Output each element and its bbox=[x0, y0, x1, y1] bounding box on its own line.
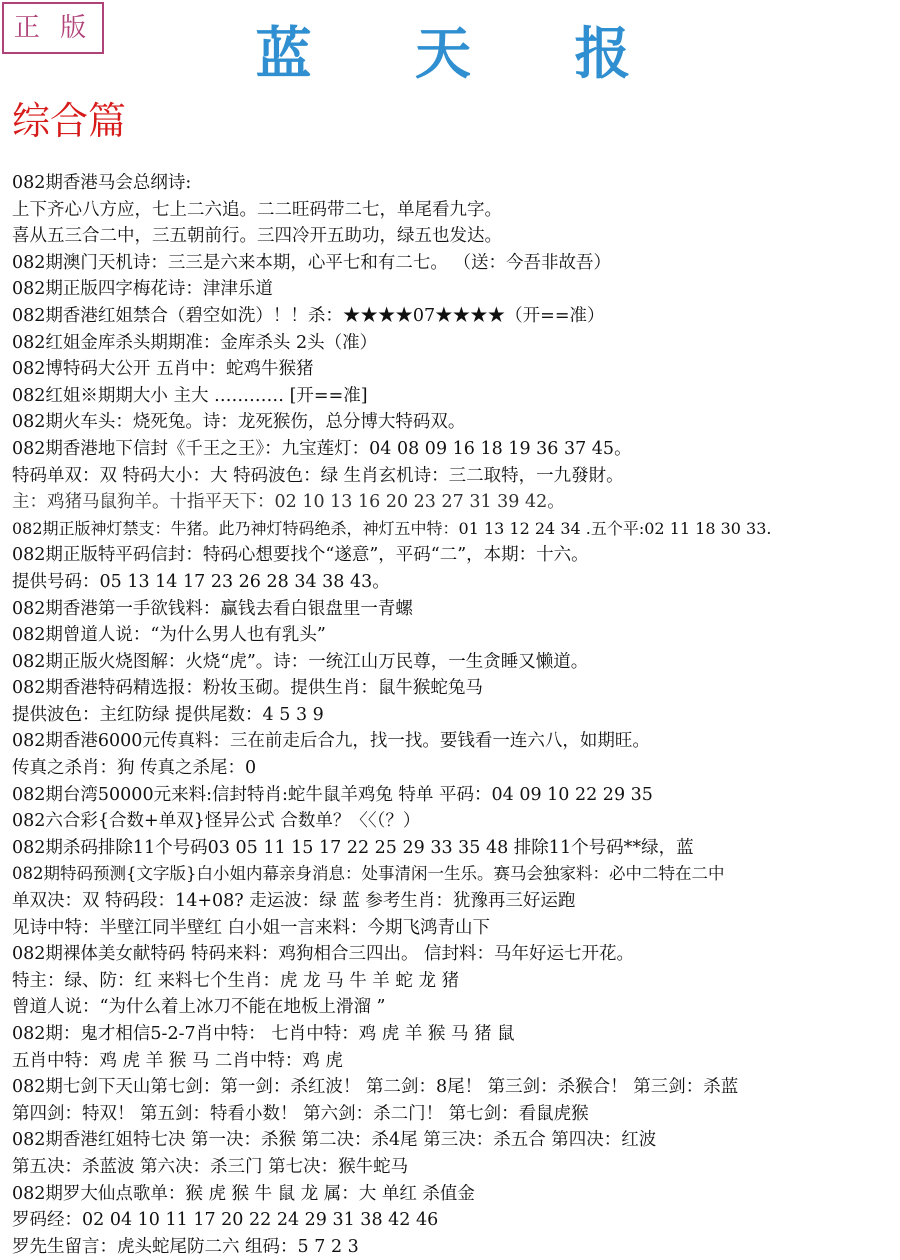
text-line: 082期香港地下信封《千王之王》：九宝莲灯：04 08 09 16 18 19 36 37 45。 bbox=[12, 438, 632, 459]
text-line: 见诗中特：半壁江同半壁红 白小姐一言来料：今期飞鸿青山下 bbox=[12, 917, 491, 938]
text-line: 082六合彩{合数+单双}怪异公式 合数单？〈〈（？） bbox=[12, 811, 421, 832]
content-lines bbox=[12, 170, 900, 1260]
text-line: 提供号码：05 13 14 17 23 26 28 34 38 43。 bbox=[12, 571, 390, 592]
text-line: 082期正版特平码信封：特码心想要找个“遂意”，平码“二”，本期：十六。 bbox=[12, 545, 589, 566]
text-line: 082期香港红姐特七决 第一决：杀猴 第二决：杀4尾 第三决：杀五合 第四决：红波 bbox=[12, 1130, 657, 1151]
text-line: 082期澳门天机诗：三三是六来本期，心平七和有二七。 （送：今吾非故吾） bbox=[12, 252, 611, 273]
text-line: 082期：鬼才相信5-2-7肖中特： 七肖中特：鸡 虎 羊 猴 马 猪 鼠 bbox=[12, 1024, 515, 1044]
text-line: 082期裸体美女献特码 特码来料：鸡狗相合三四出。 信封料：马年好运七开花。 bbox=[12, 944, 635, 965]
text-line: 082期香港特码精选报：粉妆玉砌。提供生肖：鼠牛猴蛇兔马 bbox=[12, 678, 483, 699]
text-line: 上下齐心八方应，七上二六追。二二旺码带二七，单尾看九字。 bbox=[12, 199, 502, 220]
text-line: 082期香港第一手欲钱料：赢钱去看白银盘里一青螺 bbox=[12, 598, 413, 619]
text-line: 喜从五三合二中，三五朝前行。三四冷开五助功，绿五也发达。 bbox=[12, 226, 502, 247]
text-line: 082博特码大公开 五肖中：蛇鸡牛猴猪 bbox=[12, 359, 314, 380]
text-line: 特主：绿、防：红 来料七个生肖：虎 龙 马 牛 羊 蛇 龙 猪 bbox=[12, 970, 460, 991]
page-title: 蓝 天 报 bbox=[255, 21, 673, 87]
text-line: 082期正版神灯禁支：牛猪。此乃神灯特码绝杀，神灯五中特：01 13 12 24 34 .五个平:02 11 18 30 33. bbox=[12, 518, 772, 538]
text-line: 五肖中特：鸡 虎 羊 猴 马 二肖中特：鸡 虎 bbox=[12, 1050, 343, 1071]
text-line: 082期正版四字梅花诗：津津乐道 bbox=[12, 279, 273, 300]
text-line: 082期罗大仙点歌单：猴 虎 猴 牛 鼠 龙 属：大 单红 杀值金 bbox=[12, 1183, 475, 1204]
text-line: 第五决：杀蓝波 第六决：杀三门 第七决：猴牛蛇马 bbox=[12, 1156, 409, 1177]
text-line: 082期特码预测{文字版}白小姐内幕亲身消息：处事清闲一生乐。赛马会独家料：必中二特在二中 bbox=[12, 864, 725, 884]
text-line: 罗先生留言：虎头蛇尾防二六 组码：5 7 2 3 bbox=[12, 1236, 359, 1257]
text-line: 082期正版火烧图解：火烧“虎”。诗：一统江山万民尊，一生贪睡又懒道。 bbox=[12, 651, 589, 672]
text-line: 082期火车头：烧死兔。诗：龙死猴伤，总分博大特码双。 bbox=[12, 412, 466, 433]
text-line: 082期杀码排除11个号码03 05 11 15 17 22 25 29 33 35 48 排除11个号码**绿，蓝 bbox=[12, 837, 694, 858]
text-line: 082红姐金库杀头期期准：金库杀头 2头（准） bbox=[12, 332, 378, 353]
text-line: 第四剑：特双！ 第五剑：特看小数！ 第六剑：杀二门！ 第七剑：看鼠虎猴 bbox=[12, 1103, 589, 1124]
text-line: 082期台湾50000元来料:信封特肖:蛇牛鼠羊鸡兔 特单 平码：04 09 10 22 29 35 bbox=[12, 784, 653, 805]
text-line: 提供波色：主红防绿 提供尾数：4 5 3 9 bbox=[12, 704, 324, 725]
text-line: 082期曾道人说：“为什么男人也有乳头” bbox=[12, 625, 326, 646]
text-line: 082期七剑下天山第七剑：第一剑：杀红波！ 第二剑：8尾！ 第三剑：杀猴合！ 第三剑：杀蓝 bbox=[12, 1077, 739, 1098]
edition-badge: 正 版 bbox=[2, 2, 104, 54]
text-line: 082期香港红姐禁合（碧空如洗）！！杀：★★★★07★★★★（开==准） bbox=[12, 305, 605, 326]
text-line: 传真之杀肖：狗 传真之杀尾：0 bbox=[12, 758, 257, 779]
text-line: 特码单双：双 特码大小：大 特码波色：绿 生肖玄机诗：三二取特，一九發財。 bbox=[12, 465, 624, 486]
text-line: 082期香港马会总纲诗: bbox=[12, 173, 192, 193]
text-line: 罗码经：02 04 10 11 17 20 22 24 29 31 38 42 46 bbox=[12, 1210, 439, 1231]
section-heading: 综合篇 bbox=[12, 99, 127, 143]
text-line: 主：鸡猪马鼠狗羊。十指平天下：02 10 13 16 20 23 27 31 39 42。 bbox=[12, 492, 565, 513]
text-line: 082红姐※期期大小 主大 ………… [开==准] bbox=[12, 385, 368, 406]
text-line: 曾道人说：“为什么着上冰刀不能在地板上滑溜 ” bbox=[12, 997, 386, 1018]
text-line: 082期香港6000元传真料：三在前走后合九，找一找。要钱看一连六八，如期旺。 bbox=[12, 731, 650, 752]
text-line: 单双决：双 特码段：14+08? 走运波：绿 蓝 参考生肖：犹豫再三好运跑 bbox=[12, 891, 576, 912]
